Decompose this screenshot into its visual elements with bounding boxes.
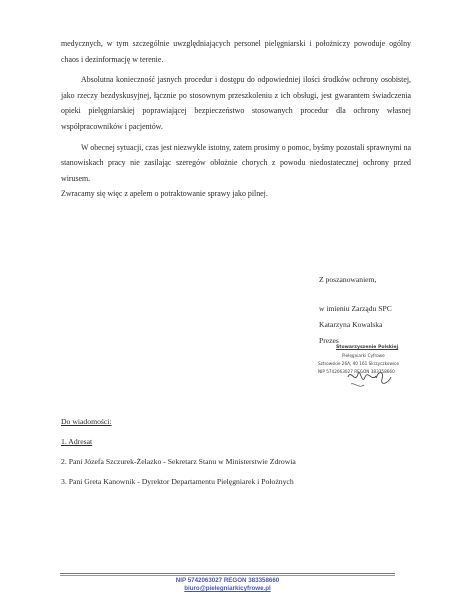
footer-divider (60, 575, 395, 576)
cc-section (61, 414, 421, 490)
closing: Z poszanowaniem, (319, 275, 377, 284)
stamp-line-1: Stowarzyszenie Polskiej (336, 345, 399, 350)
stamp-line-4: NIP 5742063027 REGON 383358660 (318, 369, 395, 374)
footer-email[interactable]: biuro@pielegniarkicyfrowe.pl (184, 585, 271, 592)
stamp-line-3: Sztrowskie 26A, 40 161 Skrzyczkowice (318, 361, 399, 366)
footer-divider (60, 573, 395, 574)
footer (60, 577, 395, 593)
on-behalf-line: w imieniu Zarządu SPC (319, 304, 392, 313)
stamp (318, 344, 414, 390)
handwritten-signature (318, 344, 414, 390)
signatory-role: Prezes (319, 336, 339, 345)
signature-block (319, 272, 439, 349)
paragraph-4: Zwracamy się więc z apelem o potraktowanie sprawy jako pilnej. (61, 189, 268, 199)
cc-item: 3. Pani Greta Kanownik - Dyrektor Departamentu Pielęgniarek i Położnych (61, 477, 294, 486)
stamp-line-2: Pielęgniarki Cyfrowe (342, 353, 385, 358)
paragraph-2: Absolutna konieczność jasnych procedur i dostępu do odpowiedniej ilości środków ochrony osobistej, jako rzeczy bezdyskusyjnej, łącznie po stosownym przeszkoleniu z ich obsługi, jest gwarantem świadczenia opieki pielęgniarskiej poprawiającej bezpieczeństwo stosowanych procedur dla ochrony własnej współpracowników i pacjentów. (61, 75, 411, 131)
letter-body (61, 36, 411, 202)
paragraph-1: medycznych, w tym szczególnie uwzględniających personel pielęgniarski i położniczy powoduje ogólny chaos i dezinformację w terenie. (61, 39, 411, 64)
signatory-name: Katarzyna Kowalska (319, 320, 383, 329)
footer-ids: NIP 5742063027 REGON 383358660 (175, 577, 280, 584)
paragraph-3: W obecnej sytuacji, czas jest niezwykle istotny, zatem prosimy o pomoc, byśmy pozostali sprawnymi na stanowiskach pracy nie zasilając szeregów obłożnie chorych z powodu niedostatecznej ochrony przed wirusem. (61, 142, 412, 183)
cc-item: 1. Adresat (61, 437, 93, 446)
cc-heading: Do wiadomości: (61, 417, 112, 426)
cc-item: 2. Pani Józefa Szczurek-Żelazko - Sekretarz Stanu w Ministerstwie Zdrowia (61, 457, 296, 466)
